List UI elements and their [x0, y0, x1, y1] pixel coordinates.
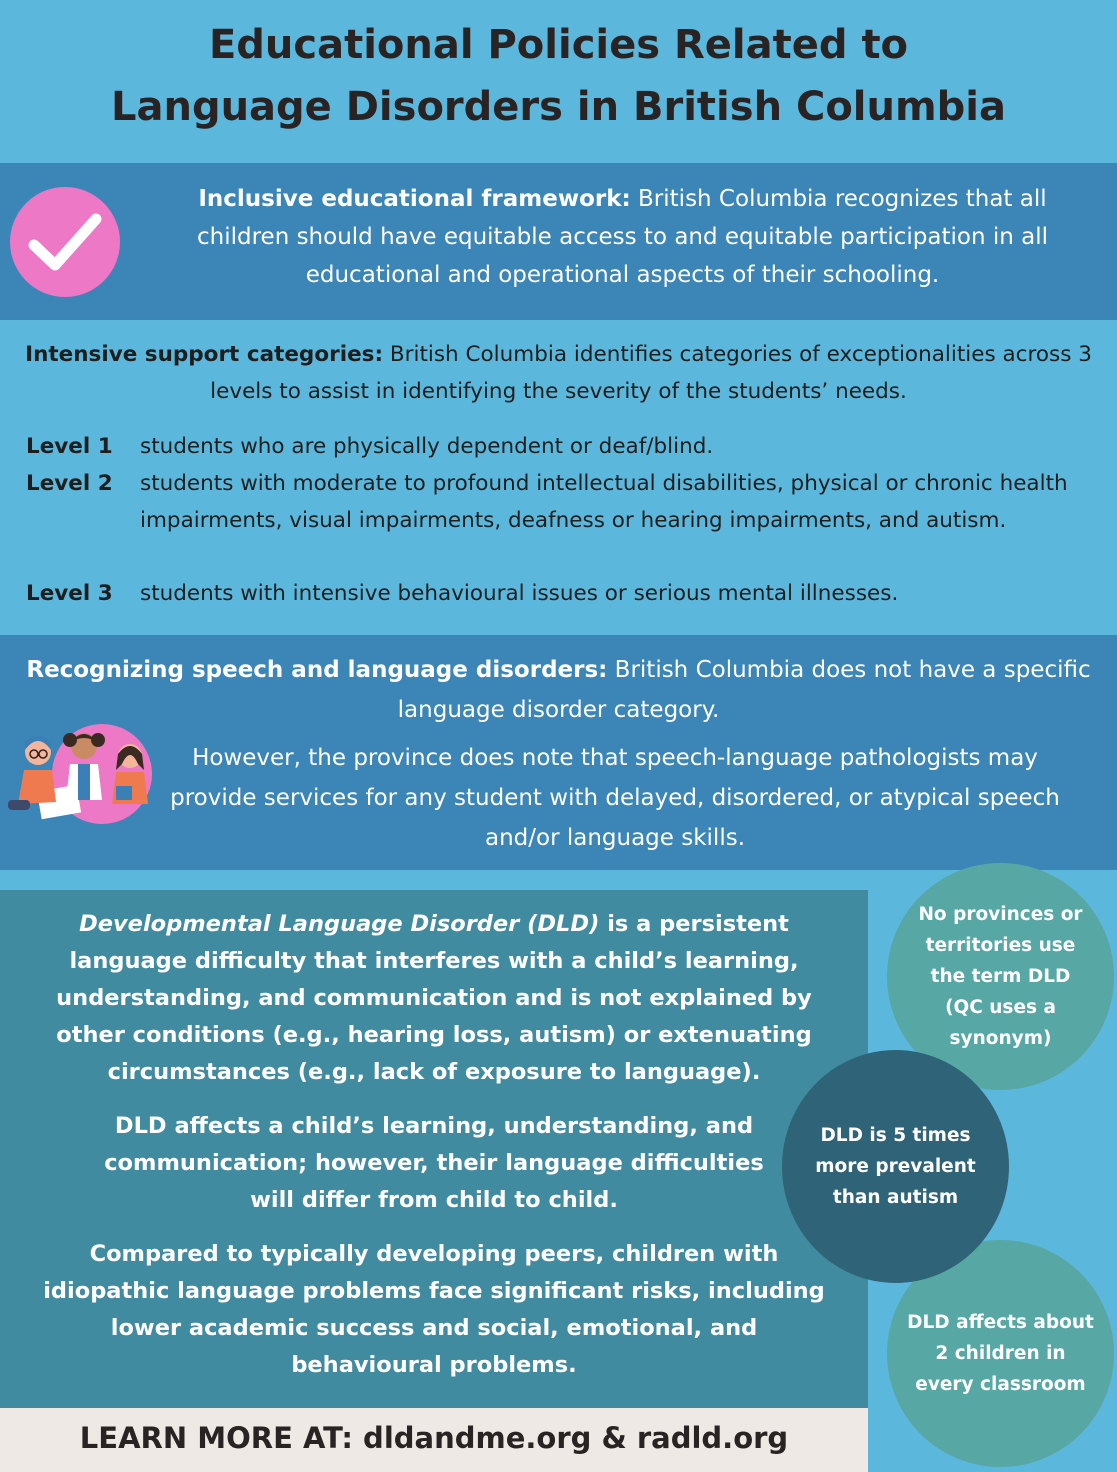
page-title: [0, 0, 1117, 163]
dld-definition-body: is a persistent language difficulty that interferes with a child’s learning, understanding, and communication and is not explained by other conditions (e.g., hearing loss, autism) or extenuating circumstances (e.g., lack of exposure to language).: [56, 911, 812, 1085]
intensive-intro: [20, 336, 1097, 410]
level-1-text: students who are physically dependent or deaf/blind.: [140, 434, 714, 459]
level-3-text: students with intensive behavioural issues or serious mental illnesses.: [140, 581, 899, 606]
level-1-label: Level 1: [26, 434, 113, 459]
level-2-text: students with moderate to profound intellectual disabilities, physical or chronic health impairments, visual impairments, deafness or hearing impairments, and autism.: [140, 471, 1068, 533]
intensive-heading: Intensive support categories:: [25, 342, 384, 367]
dld-term: Developmental Language Disorder (DLD): [79, 911, 600, 937]
level-3-label: Level 3: [26, 581, 113, 606]
dld-definition: [20, 906, 848, 1091]
recognizing-heading: Recognizing speech and language disorders:: [26, 657, 608, 683]
recognizing-body: British Columbia does not have a specific language disorder category.: [397, 657, 1091, 723]
fact-prevalence-text: DLD is 5 times more prevalent than autism: [815, 1125, 976, 1208]
children-illustration: [4, 712, 154, 827]
inclusive-text: [150, 180, 1095, 294]
check-icon: [10, 187, 120, 297]
dld-paragraph-2: DLD affects a child’s learning, understanding, and communication; however, their language difficulties will differ from child to child.: [104, 1113, 764, 1213]
recognizing-however: However, the province does note that speech-language pathologists may provide services for any student with delayed, disordered, or atypical speech and/or language skills.: [170, 745, 1060, 851]
inclusive-heading: Inclusive educational framework:: [198, 186, 631, 212]
title-line-2: Language Disorders in British Columbia: [110, 84, 1007, 130]
fact-provinces-text: No provinces or territories use the term DLD (QC uses a synonym): [918, 904, 1083, 1049]
title-line-1: Educational Policies Related to: [208, 22, 909, 68]
inclusive-body: British Columbia recognizes that all children should have equitable access to and equitable participation in all educational and operational aspects of their schooling.: [196, 186, 1048, 288]
fact-circle-prevalence: [782, 1050, 1009, 1283]
recognizing-text: [20, 650, 1097, 730]
intensive-body: British Columbia identifies categories of exceptionalities across 3 levels to assist in identifying the severity of the students’ needs.: [210, 342, 1092, 404]
fact-classroom-text: DLD affects about 2 children in every classroom: [907, 1312, 1094, 1395]
level-2-label: Level 2: [26, 471, 113, 496]
footer-learn-more: LEARN MORE AT: dldandme.org & radld.org: [79, 1421, 789, 1455]
dld-paragraph-3: Compared to typically developing peers, children with idiopathic language problems face significant risks, including lower academic success and social, emotional, and behavioural problems.: [43, 1241, 825, 1378]
